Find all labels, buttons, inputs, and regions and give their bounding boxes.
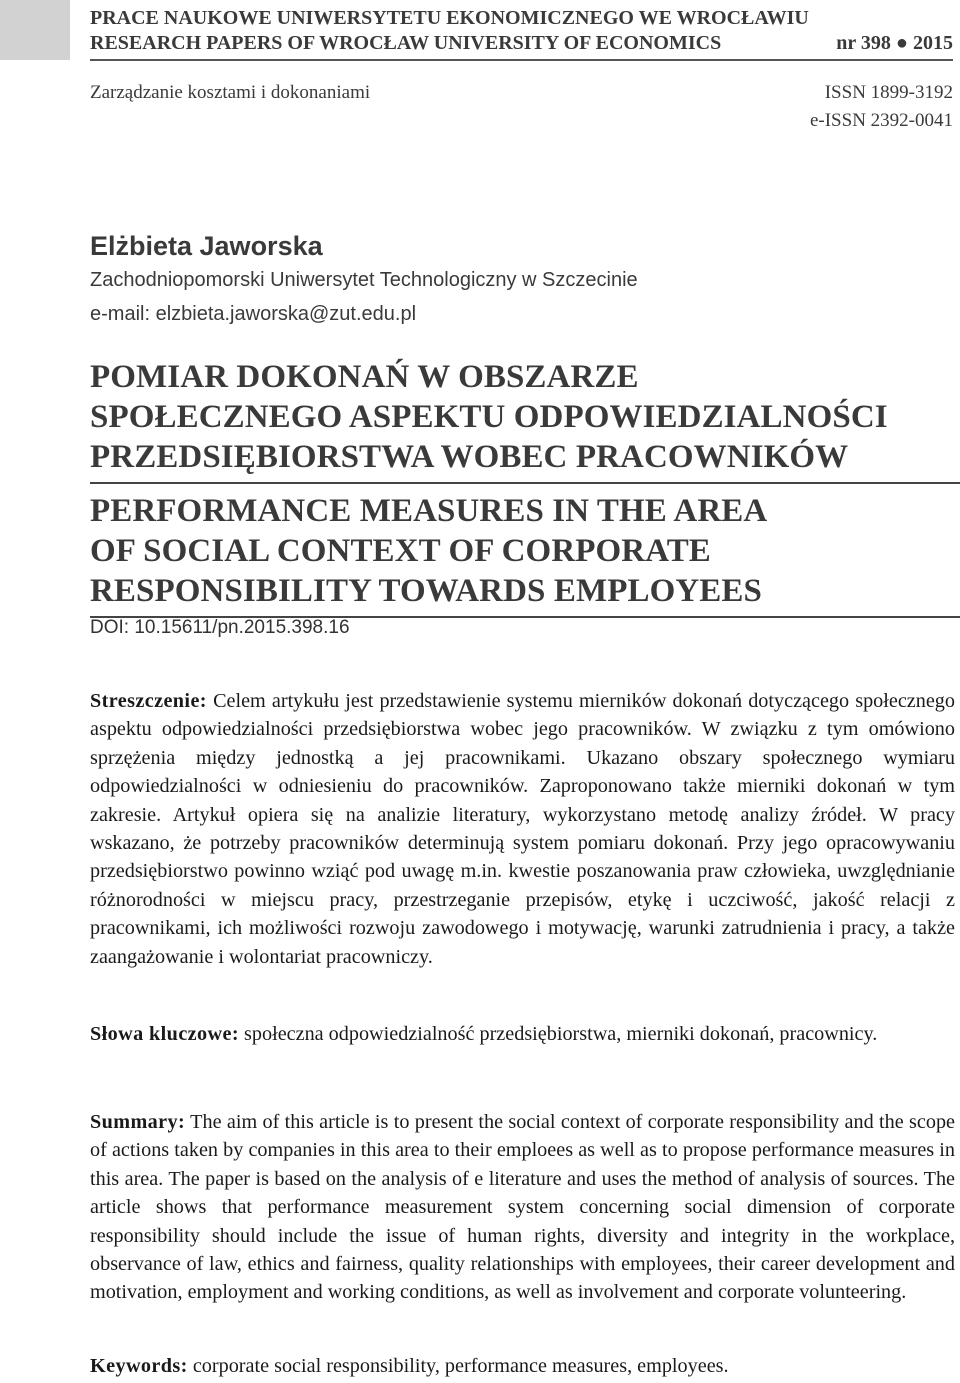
title-pl-line: PRZEDSIĘBIORSTWA WOBEC PRACOWNIKÓW — [90, 439, 849, 475]
journal-title-pl: PRACE NAUKOWE UNIWERSYTETU EKONOMICZNEGO WE WROCŁAWIU — [90, 7, 809, 29]
abstract-en-label: Summary: — [90, 1111, 186, 1133]
author-email: e-mail: elzbieta.jaworska@zut.edu.pl — [90, 303, 417, 325]
abstract-pl-text: Celem artykułu jest przedstawienie systemu mierników dokonań dotyczącego społecznego aspektu odpowiedzialności przedsiębiorstwa wobec jego pracowników. W związku z tym omówiono sprzężenia między jednostką a jej pracownikami. Ukazano obszary społecznego wymiaru odpowiedzialności w odniesieniu do pracowników. Zaproponowano także mierniki dokonań w tym zakresie. Artykuł opiera się na analizie literatury, wykorzystano metodę analizy źródeł. W pracy wskazano, że potrzeby pracowników determinują system pomiaru dokonań. Przy jego opracowywaniu przedsiębiorstwo powinno wziąć pod uwagę m.in. kwestie poszanowania praw człowieka, uwzględnianie różnorodności w miejscu pracy, przestrzeganie przepisów, etykę i uczciwość, jakość relacji z pracownikami, ich możliwości rozwoju zawodowego i motywację, warunki zatrudnienia i pracy, a także zaangażowanie i wolontariat pracowniczy. — [90, 690, 955, 968]
abstract-pl — [90, 687, 955, 971]
author-affiliation: Zachodniopomorski Uniwersytet Technologiczny w Szczecinie — [90, 269, 638, 291]
issn-block — [810, 79, 953, 135]
title-en-line: PERFORMANCE MEASURES IN THE AREA — [90, 493, 768, 529]
journal-meta-row — [90, 79, 953, 135]
journal-title-en: RESEARCH PAPERS OF WROCŁAW UNIVERSITY OF ECONOMICS — [90, 32, 722, 54]
keywords-en-text: corporate social responsibility, performance measures, employees. — [192, 1355, 729, 1377]
title-pl-line: SPOŁECZNEGO ASPEKTU ODPOWIEDZIALNOŚCI — [90, 399, 888, 435]
doi: DOI: 10.15611/pn.2015.398.16 — [90, 617, 350, 638]
journal-series: Zarządzanie kosztami i dokonaniami — [90, 82, 371, 103]
eissn: e-ISSN 2392-0041 — [809, 110, 953, 131]
journal-issue: nr 398 ● 2015 — [836, 32, 953, 54]
author-name: Elżbieta Jaworska — [90, 231, 323, 261]
abstract-en-text: The aim of this article is to present the social context of corporate responsibility and the scope of actions taken by companies in this area to their emploees as well as to propose performance measures in this area. The paper is based on the analysis of e literature and uses the method of analysis of sources. The article shows that performance measurement system concerning social dimension of corporate responsibility should include the issue of human rights, diversity and integrity in the workplace, observance of law, ethics and fairness, quality relationships with employees, their career development and motivation, employment and working conditions, as well as involvement and corporate volunteering. — [90, 1111, 955, 1304]
article-titles — [90, 357, 960, 625]
page-corner-tab — [0, 0, 70, 60]
journal-title-pl-line — [90, 6, 953, 31]
keywords-pl — [90, 1020, 955, 1048]
title-en-line: OF SOCIAL CONTEXT OF CORPORATE — [90, 533, 711, 569]
journal-title-en-line — [90, 31, 953, 56]
keywords-pl-text: społeczna odpowiedzialność przedsiębiorstwa, mierniki dokonań, pracownicy. — [244, 1023, 878, 1045]
header-divider — [90, 59, 953, 61]
journal-header — [90, 6, 953, 135]
keywords-pl-label: Słowa kluczowe: — [90, 1023, 239, 1045]
title-pl-line: POMIAR DOKONAŃ W OBSZARZE — [90, 359, 639, 395]
abstract-en — [90, 1108, 955, 1307]
author-block — [90, 229, 638, 331]
abstract-pl-label: Streszczenie: — [90, 690, 207, 712]
keywords-en-label: Keywords: — [90, 1355, 188, 1377]
keywords-en — [90, 1352, 955, 1380]
title-en-line: RESPONSIBILITY TOWARDS EMPLOYEES — [90, 573, 762, 609]
title-divider — [90, 482, 960, 484]
issn: ISSN 1899-3192 — [824, 82, 953, 103]
